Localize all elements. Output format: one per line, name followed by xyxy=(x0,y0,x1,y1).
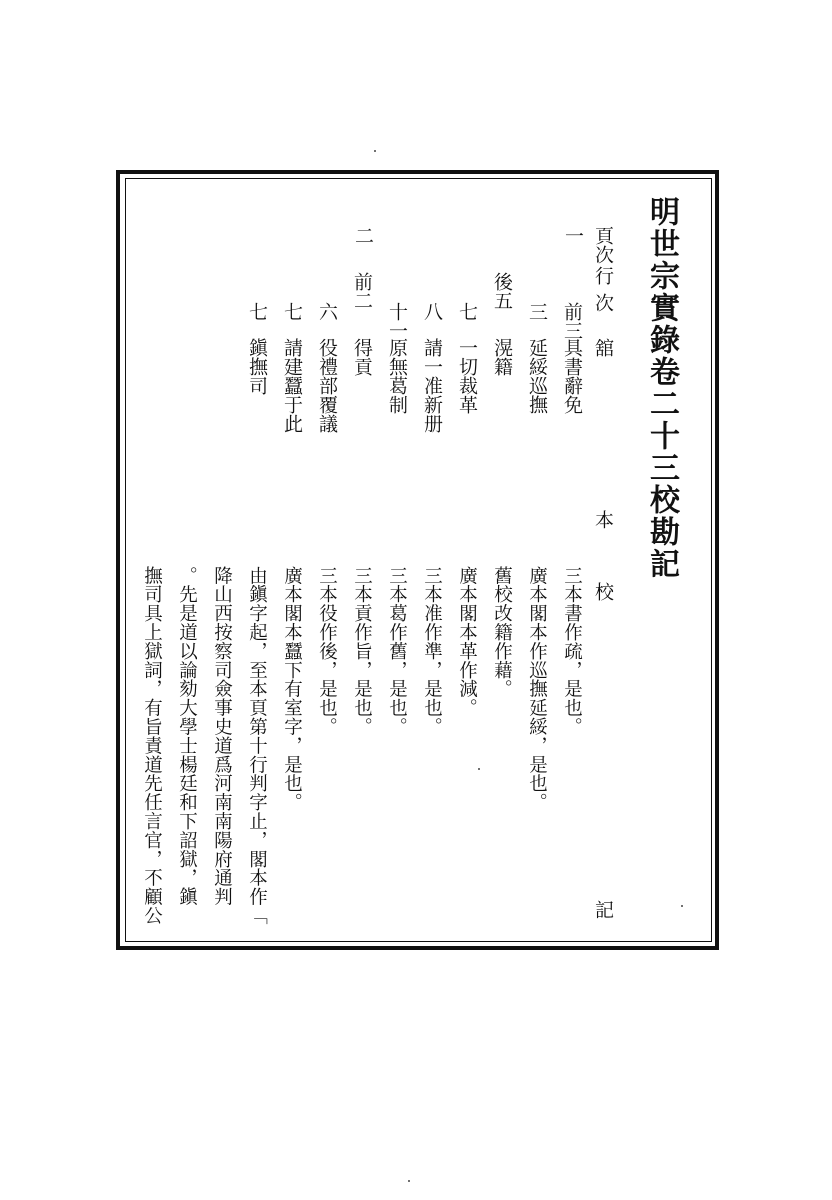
entry-note: 。先是道以論劾大學士楊廷和下詔獄，鎭 xyxy=(176,566,198,907)
entry-text: 延綏巡撫 xyxy=(526,338,548,414)
entry-page: 一 xyxy=(562,226,584,245)
entry-note: 由鎭字起，至本頁第十行判字止，閣本作「 xyxy=(246,566,268,926)
entry-note: 三本書作疏，是也。 xyxy=(561,566,583,737)
entry-line: 後五 xyxy=(491,272,513,310)
entry-page: 二 xyxy=(352,226,374,245)
entry-text: 具書辭免 xyxy=(561,338,583,414)
scan-speck xyxy=(478,768,480,770)
header-collation: 校 xyxy=(592,582,614,601)
entry-note: 撫司具上獄詞，有旨責道先任言官，不顧公 xyxy=(141,566,163,926)
entry-text: 得貢 xyxy=(351,338,373,376)
entry-line: 七 xyxy=(246,302,268,321)
entry-line: 八 xyxy=(421,302,443,321)
entry-note: 廣本閣本革作減。 xyxy=(456,566,478,718)
header-page: 頁次 xyxy=(592,226,614,264)
scan-speck xyxy=(374,150,376,152)
scan-speck xyxy=(681,905,683,907)
entry-note: 舊校改籍作藉。 xyxy=(491,566,513,699)
entry-line: 七 xyxy=(281,302,303,321)
entry-note: 廣本閣本蠶下有室字，是也。 xyxy=(281,566,303,812)
entry-text: 請建蠶于此 xyxy=(281,338,303,433)
entry-line: 六 xyxy=(316,302,338,321)
entry-text: 役禮部覆議 xyxy=(316,338,338,433)
entry-line: 七 xyxy=(456,302,478,321)
page-title: 明世宗實錄卷二十三校勘記 xyxy=(644,196,679,580)
entry-line: 前二 xyxy=(351,272,373,310)
header-notes: 記 xyxy=(592,900,614,919)
entry-note: 三本貢作旨，是也。 xyxy=(351,566,373,737)
entry-note: 降山西按察司僉事史道爲河南南陽府通判 xyxy=(211,566,233,907)
entry-line: 前三 xyxy=(561,302,583,340)
header-text: 本 xyxy=(592,510,614,529)
entry-text: 請一准新册 xyxy=(421,338,443,433)
entry-note: 廣本閣本作巡撫延綏，是也。 xyxy=(526,566,548,812)
entry-note: 三本役作後，是也。 xyxy=(316,566,338,737)
entry-note: 三本准作準，是也。 xyxy=(421,566,443,737)
entry-text: 滉籍 xyxy=(491,338,513,376)
entry-line: 三 xyxy=(526,302,548,321)
entry-text: 原無葛制 xyxy=(386,338,408,414)
entry-text: 一切裁革 xyxy=(456,338,478,414)
entry-line: 十一 xyxy=(386,302,408,340)
header-original: 舘 xyxy=(592,338,614,357)
header-line: 行次 xyxy=(592,266,614,320)
scan-speck xyxy=(408,1180,410,1182)
entry-text: 鎭撫司 xyxy=(246,338,268,395)
entry-note: 三本葛作舊，是也。 xyxy=(386,566,408,737)
